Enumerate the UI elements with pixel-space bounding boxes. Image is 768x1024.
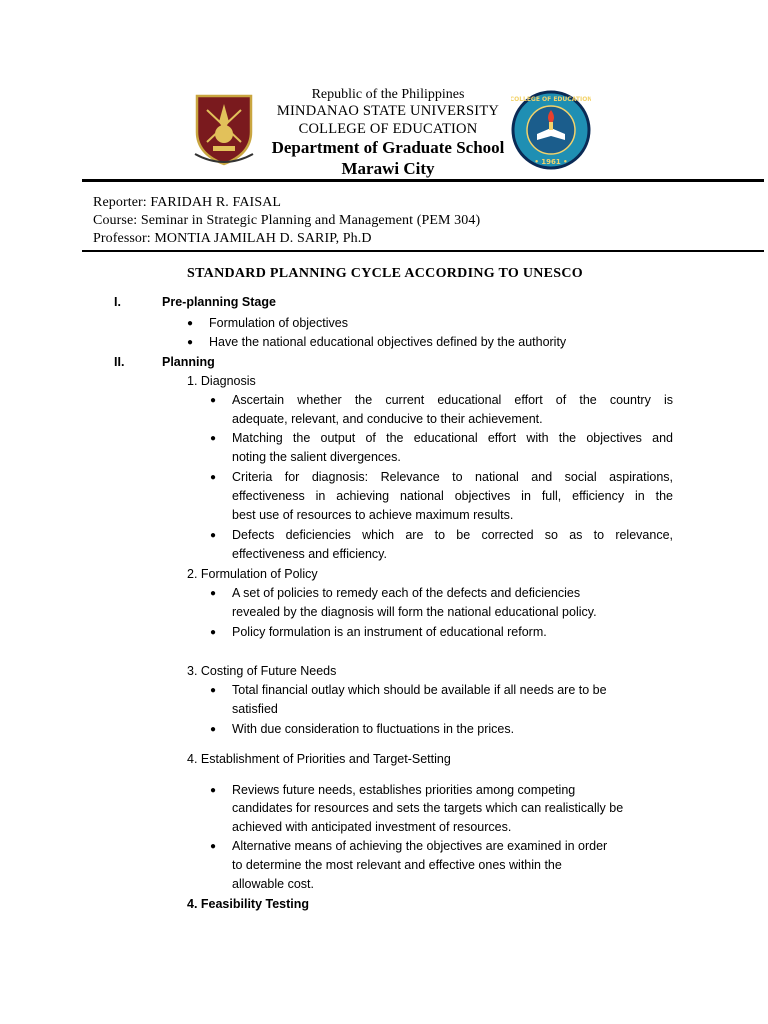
list-item: achieved with anticipated investment of resources. [232, 820, 512, 834]
bullet-icon: ● [210, 395, 217, 406]
section-heading: Planning [162, 355, 215, 369]
document-title: STANDARD PLANNING CYCLE ACCORDING TO UNESCO [186, 266, 583, 281]
bullet-icon: ● [210, 841, 217, 852]
header-college: COLLEGE OF EDUCATION [298, 121, 478, 137]
list-item: satisfied [232, 702, 278, 716]
header-department: Department of Graduate School [271, 138, 505, 157]
list-item: Matching the output of the educational effort with the objectives and [232, 431, 673, 445]
bullet-icon: ● [210, 685, 217, 696]
list-item: Ascertain whether the current educational effort of the country is [232, 393, 673, 407]
bullet-icon: ● [187, 337, 194, 348]
list-item: Criteria for diagnosis: Relevance to national and social aspirations, [232, 470, 673, 484]
bullet-icon: ● [210, 472, 217, 483]
header-republic: Republic of the Philippines [311, 87, 465, 102]
college-of-education-seal-logo [511, 90, 591, 170]
subsection-heading: 2. Formulation of Policy [187, 567, 318, 581]
bullet-icon: ● [210, 530, 217, 541]
list-item: adequate, relevant, and conducive to their achievement. [232, 412, 543, 426]
list-item: Defects deficiencies which are to be corrected so as to relevance, [232, 528, 673, 542]
list-item: With due consideration to fluctuations in the prices. [232, 722, 515, 736]
bullet-icon: ● [210, 724, 217, 735]
subsection-heading: 3. Costing of Future Needs [187, 664, 337, 678]
section-number: II. [114, 355, 125, 369]
list-item: effectiveness in achieving national objectives in full, efficiency in the [232, 489, 673, 503]
bullet-icon: ● [187, 318, 194, 329]
list-item: candidates for resources and sets the targets which can realistically be [232, 801, 624, 815]
section-number: I. [114, 295, 121, 309]
course-line: Course: Seminar in Strategic Planning and Management (PEM 304) [93, 213, 481, 228]
list-item: effectiveness and efficiency. [232, 547, 387, 561]
list-item: Reviews future needs, establishes priorities among competing [232, 783, 576, 797]
list-item: noting the salient divergences. [232, 450, 401, 464]
list-item: allowable cost. [232, 877, 314, 891]
header-city: Marawi City [341, 159, 435, 178]
bullet-icon: ● [210, 785, 217, 796]
subsection-heading: 1. Diagnosis [187, 374, 256, 388]
professor-line: Professor: MONTIA JAMILAH D. SARIP, Ph.D [93, 231, 372, 246]
subsection-heading: 4. Establishment of Priorities and Target-Setting [187, 752, 451, 766]
list-item: Alternative means of achieving the objectives are examined in order [232, 839, 608, 853]
header-university: MINDANAO STATE UNIVERSITY [276, 103, 500, 119]
info-divider [82, 250, 764, 252]
reporter-line: Reporter: FARIDAH R. FAISAL [93, 195, 282, 210]
list-item: Have the national educational objectives defined by the authority [209, 335, 567, 349]
section-heading: Pre-planning Stage [162, 295, 276, 309]
list-item: Formulation of objectives [209, 316, 348, 330]
list-item: best use of resources to achieve maximum results. [232, 508, 514, 522]
list-item: revealed by the diagnosis will form the national educational policy. [232, 605, 597, 619]
svg-text:COLLEGE OF EDUCATION: COLLEGE OF EDUCATION [511, 96, 591, 103]
list-item: Total financial outlay which should be available if all needs are to be [232, 683, 607, 697]
subsection-heading: 4. Feasibility Testing [187, 897, 310, 911]
bullet-icon: ● [210, 627, 217, 638]
list-item: A set of policies to remedy each of the defects and deficiencies [232, 586, 581, 600]
list-item: to determine the most relevant and effective ones within the [232, 858, 562, 872]
svg-text:• 1961 •: • 1961 • [534, 158, 568, 166]
list-item: Policy formulation is an instrument of educational reform. [232, 625, 547, 639]
msu-seal-logo [193, 92, 255, 168]
bullet-icon: ● [210, 588, 217, 599]
bullet-icon: ● [210, 433, 217, 444]
header-divider [82, 179, 764, 182]
